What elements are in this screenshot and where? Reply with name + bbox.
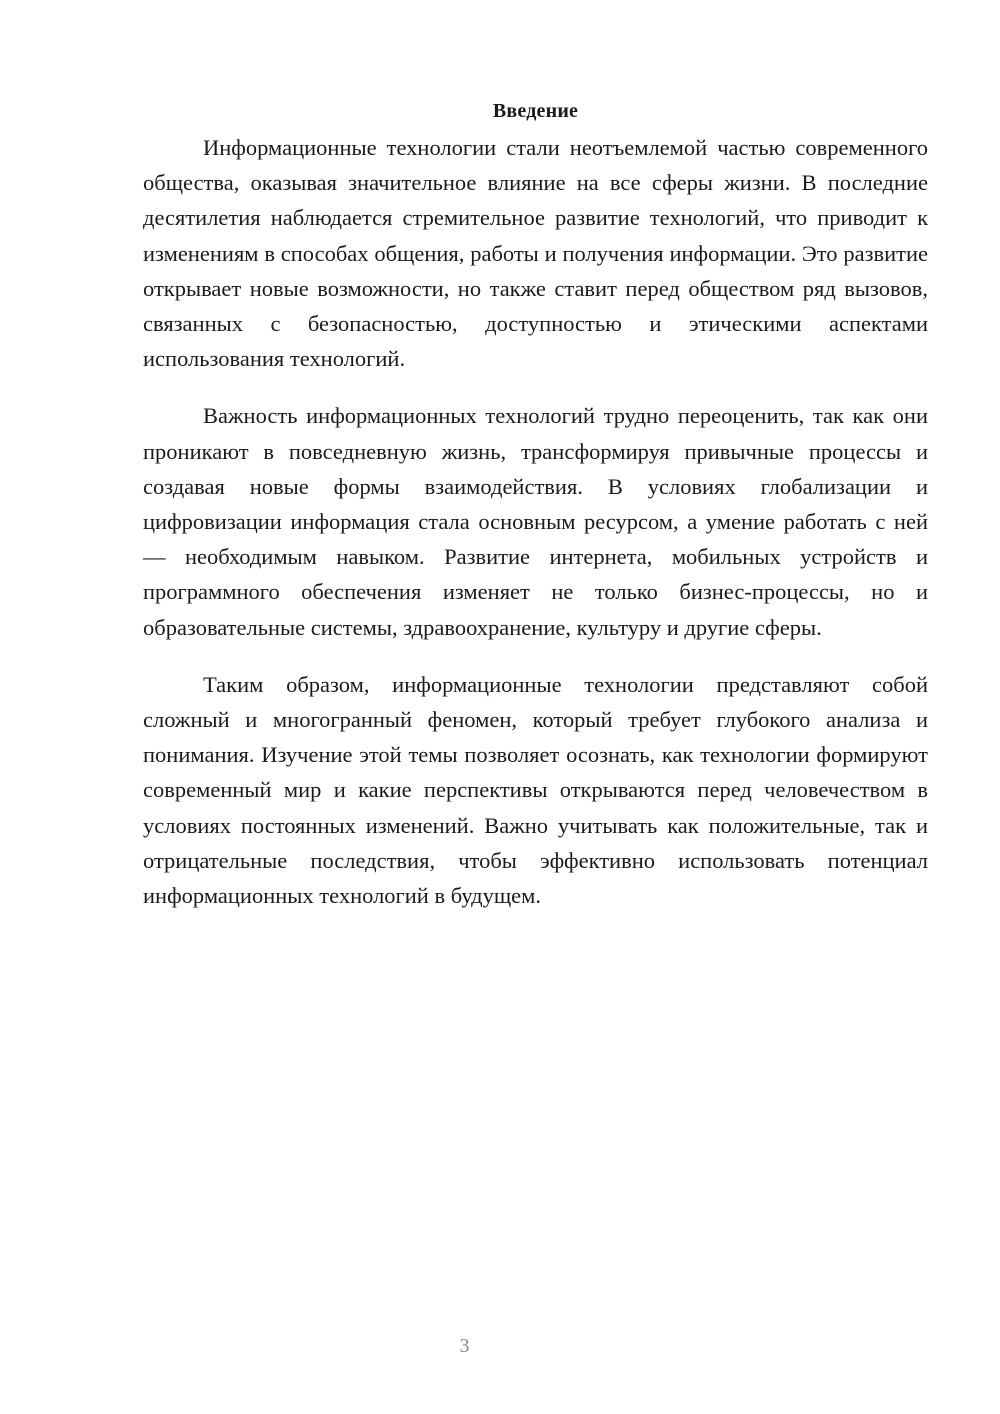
paragraph-3: Таким образом, информационные технологии представляют собой сложный и многогранный феномен, который требует глубокого анализа и понимания. Изучение этой темы позволяет осознать, как технологии формируют современный мир и какие перспективы открываются перед человечеством в условиях постоянных изменений. Важно учитывать как положительные, так и отрицательные последствия, чтобы эффективно использовать потенциал информационных технологий в будущем. xyxy=(143,671,928,909)
page-number: 3 xyxy=(459,1335,470,1357)
paragraph-2: Важность информационных технологий трудно переоценить, так как они проникают в повседневную жизнь, трансформируя привычные процессы и создавая новые формы взаимодействия. В условиях глобализации и цифровизации информация стала основным ресурсом, а умение работать с ней — необходимым навыком. Развитие интернета, мобильных устройств и программного обеспечения изменяет не только бизнес-процессы, но и образовательные системы, здравоохранение, культуру и другие сферы. xyxy=(143,403,928,640)
page-content xyxy=(143,96,928,935)
section-heading: Введение xyxy=(492,100,579,122)
paragraph-1: Информационные технологии стали неотъемлемой частью современного общества, оказывая значительное влияние на все сферы жизни. В последние десятилетия наблюдается стремительное развитие технологий, что приводит к изменениям в способах общения, работы и получения информации. Это развитие открывает новые возможности, но также ставит перед обществом ряд вызовов, связанных с безопасностью, доступностью и этическими аспектами использования технологий. xyxy=(143,135,928,372)
